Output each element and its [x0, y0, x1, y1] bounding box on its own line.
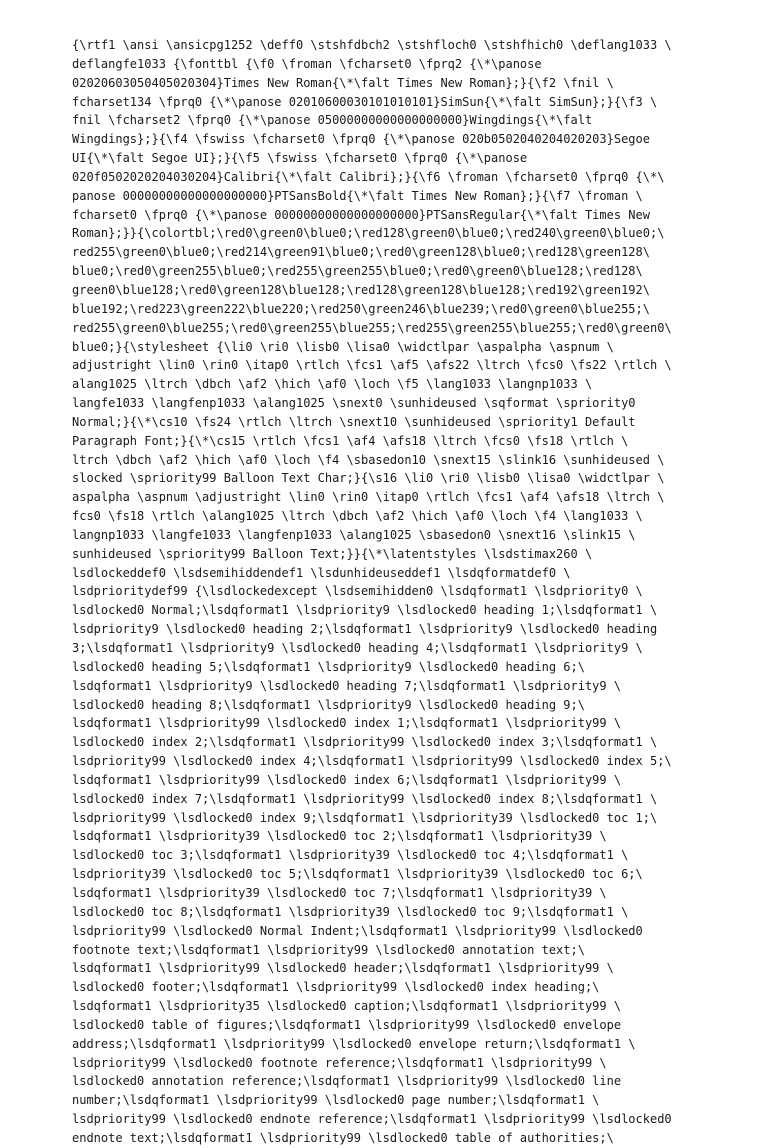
text-line: UI{\*\falt Segoe UI};}{\f5 \fswiss \fcharset0 \fprq0 {\*\panose [72, 151, 528, 166]
text-line: footnote text;\lsdqformat1 \lsdpriority99 \lsdlocked0 annotation text;\ [72, 942, 585, 957]
text-line: 02020603050405020304}Times New Roman{\*\falt Times New Roman};}{\f2 \fnil \ [72, 75, 614, 90]
text-line: lsdlocked0 heading 8;\lsdqformat1 \lsdpriority9 \lsdlocked0 heading 9;\ [72, 697, 585, 712]
text-line: fcharset0 \fprq0 {\*\panose 00000000000000000000}PTSansRegular{\*\falt Times New [72, 207, 650, 222]
text-line: fcs0 \fs18 \rtlch \alang1025 \ltrch \dbch \af2 \hich \af0 \loch \f4 \lang1033 \ [72, 509, 643, 524]
text-line: lsdprioritydef99 {\lsdlockedexcept \lsdsemihidden0 \lsdqformat1 \lsdpriority0 \ [72, 584, 643, 599]
text-line: Roman};}}{\colortbl;\red0\green0\blue0;\red128\green0\blue0;\red240\green0\blue0;\ [72, 226, 665, 241]
text-line: lsdqformat1 \lsdpriority99 \lsdlocked0 index 1;\lsdqformat1 \lsdpriority99 \ [72, 716, 622, 731]
text-line: lsdqformat1 \lsdpriority35 \lsdlocked0 caption;\lsdqformat1 \lsdpriority99 \ [72, 999, 622, 1014]
text-line: slocked \spriority99 Balloon Text Char;}{\s16 \li0 \ri0 \lisb0 \lisa0 \widctlpar \ [72, 471, 665, 486]
text-line: number;\lsdqformat1 \lsdpriority99 \lsdlocked0 page number;\lsdqformat1 \ [72, 1093, 600, 1108]
text-line: Wingdings};}{\f4 \fswiss \fcharset0 \fprq0 {\*\panose 020b0502040204020203}Segoe [72, 132, 650, 147]
text-line: lsdpriority9 \lsdlocked0 heading 2;\lsdqformat1 \lsdpriority9 \lsdlocked0 heading [72, 622, 658, 637]
text-line: fcharset134 \fprq0 {\*\panose 02010600030101010101}SimSun{\*\falt SimSun};}{\f3 \ [72, 94, 658, 109]
text-line: langnp1033 \langfe1033 \langfenp1033 \alang1025 \sbasedon0 \snext16 \slink15 \ [72, 527, 636, 542]
text-line: lsdlockeddef0 \lsdsemihiddendef1 \lsdunhideuseddef1 \lsdqformatdef0 \ [72, 565, 571, 580]
text-line: Normal;}{\*\cs10 \fs24 \rtlch \ltrch \snext10 \sunhideused \spriority1 Default [72, 414, 636, 429]
text-line: lsdqformat1 \lsdpriority99 \lsdlocked0 header;\lsdqformat1 \lsdpriority99 \ [72, 961, 614, 976]
text-line: lsdlocked0 Normal;\lsdqformat1 \lsdpriority9 \lsdlocked0 heading 1;\lsdqformat1 \ [72, 603, 658, 618]
text-line: address;\lsdqformat1 \lsdpriority99 \lsdlocked0 envelope return;\lsdqformat1 \ [72, 1036, 636, 1051]
text-line: adjustright \lin0 \rin0 \itap0 \rtlch \fcs1 \af5 \afs22 \ltrch \fcs0 \fs22 \rtlch \ [72, 358, 672, 373]
text-line: 020f0502020204030204}Calibri{\*\falt Calibri};}{\f6 \froman \fcharset0 \fprq0 {\*\ [72, 169, 665, 184]
text-line: alang1025 \ltrch \dbch \af2 \hich \af0 \loch \f5 \lang1033 \langnp1033 \ [72, 377, 593, 392]
text-line: blue0;}{\stylesheet {\li0 \ri0 \lisb0 \lisa0 \widctlpar \aspalpha \aspnum \ [72, 339, 614, 354]
text-line: lsdlocked0 toc 8;\lsdqformat1 \lsdpriority39 \lsdlocked0 toc 9;\lsdqformat1 \ [72, 904, 629, 919]
text-line: lsdlocked0 toc 3;\lsdqformat1 \lsdpriority39 \lsdlocked0 toc 4;\lsdqformat1 \ [72, 848, 629, 863]
text-line: lsdqformat1 \lsdpriority39 \lsdlocked0 toc 7;\lsdqformat1 \lsdpriority39 \ [72, 885, 607, 900]
text-line: blue192;\red223\green222\blue220;\red250\green246\blue239;\red0\green0\blue255;\ [72, 301, 650, 316]
rtf-source-text [72, 36, 732, 1148]
text-line: lsdqformat1 \lsdpriority99 \lsdlocked0 index 6;\lsdqformat1 \lsdpriority99 \ [72, 772, 622, 787]
text-line: lsdlocked0 index 2;\lsdqformat1 \lsdpriority99 \lsdlocked0 index 3;\lsdqformat1 \ [72, 735, 658, 750]
text-line: red255\green0\blue255;\red0\green255\blue255;\red255\green255\blue255;\red0\green0\ [72, 320, 672, 335]
text-line: blue0;\red0\green255\blue0;\red255\green255\blue0;\red0\green0\blue128;\red128\ [72, 264, 643, 279]
text-line: {\rtf1 \ansi \ansicpg1252 \deff0 \stshfdbch2 \stshfloch0 \stshfhich0 \deflang1033 \ [72, 38, 672, 52]
text-line: lsdpriority99 \lsdlocked0 endnote reference;\lsdqformat1 \lsdpriority99 \lsdlocked0 [72, 1112, 672, 1127]
text-line: lsdqformat1 \lsdpriority9 \lsdlocked0 heading 7;\lsdqformat1 \lsdpriority9 \ [72, 678, 622, 693]
text-line: endnote text;\lsdqformat1 \lsdpriority99 \lsdlocked0 table of authorities;\ [72, 1130, 614, 1145]
text-line: lsdlocked0 index 7;\lsdqformat1 \lsdpriority99 \lsdlocked0 index 8;\lsdqformat1 \ [72, 791, 658, 806]
text-line: lsdqformat1 \lsdpriority39 \lsdlocked0 toc 2;\lsdqformat1 \lsdpriority39 \ [72, 829, 607, 844]
text-line: deflangfe1033 {\fonttbl {\f0 \froman \fcharset0 \fprq2 {\*\panose [72, 56, 542, 71]
text-line: sunhideused \spriority99 Balloon Text;}}{\*\latentstyles \lsdstimax260 \ [72, 546, 593, 561]
text-line: langfe1033 \langfenp1033 \alang1025 \snext0 \sunhideused \sqformat \spriority0 [72, 396, 636, 411]
text-line: 3;\lsdqformat1 \lsdpriority9 \lsdlocked0 heading 4;\lsdqformat1 \lsdpriority9 \ [72, 641, 643, 655]
text-line: ltrch \dbch \af2 \hich \af0 \loch \f4 \sbasedon10 \snext15 \slink16 \sunhideused \ [72, 452, 665, 467]
text-line: aspalpha \aspnum \adjustright \lin0 \rin0 \itap0 \rtlch \fcs1 \af4 \afs18 \ltrch \ [72, 490, 665, 505]
text-line: lsdlocked0 footer;\lsdqformat1 \lsdpriority99 \lsdlocked0 index heading;\ [72, 980, 600, 995]
text-line: lsdlocked0 heading 5;\lsdqformat1 \lsdpriority9 \lsdlocked0 heading 6;\ [72, 659, 585, 674]
text-line: lsdpriority39 \lsdlocked0 toc 5;\lsdqformat1 \lsdpriority39 \lsdlocked0 toc 6;\ [72, 867, 643, 882]
text-line: fnil \fcharset2 \fprq0 {\*\panose 05000000000000000000}Wingdings{\*\falt [72, 113, 593, 128]
text-line: lsdlocked0 table of figures;\lsdqformat1 \lsdpriority99 \lsdlocked0 envelope [72, 1017, 622, 1032]
text-line: lsdpriority99 \lsdlocked0 index 4;\lsdqformat1 \lsdpriority99 \lsdlocked0 index 5;\ [72, 754, 672, 769]
text-line: lsdpriority99 \lsdlocked0 index 9;\lsdqformat1 \lsdpriority39 \lsdlocked0 toc 1;\ [72, 810, 658, 825]
text-line: lsdlocked0 annotation reference;\lsdqformat1 \lsdpriority99 \lsdlocked0 line [72, 1074, 622, 1089]
text-line: green0\blue128;\red0\green128\blue128;\red128\green128\blue128;\red192\green192\ [72, 282, 650, 297]
text-line: Paragraph Font;}{\*\cs15 \rtlch \fcs1 \af4 \afs18 \ltrch \fcs0 \fs18 \rtlch \ [72, 433, 629, 448]
text-line: lsdpriority99 \lsdlocked0 footnote reference;\lsdqformat1 \lsdpriority99 \ [72, 1055, 607, 1070]
text-line: red255\green0\blue0;\red214\green91\blue0;\red0\green128\blue0;\red128\green128\ [72, 245, 650, 260]
text-line: panose 00000000000000000000}PTSansBold{\*\falt Times New Roman};}{\f7 \froman \ [72, 188, 643, 203]
text-line: lsdpriority99 \lsdlocked0 Normal Indent;\lsdqformat1 \lsdpriority99 \lsdlocked0 [72, 923, 643, 938]
